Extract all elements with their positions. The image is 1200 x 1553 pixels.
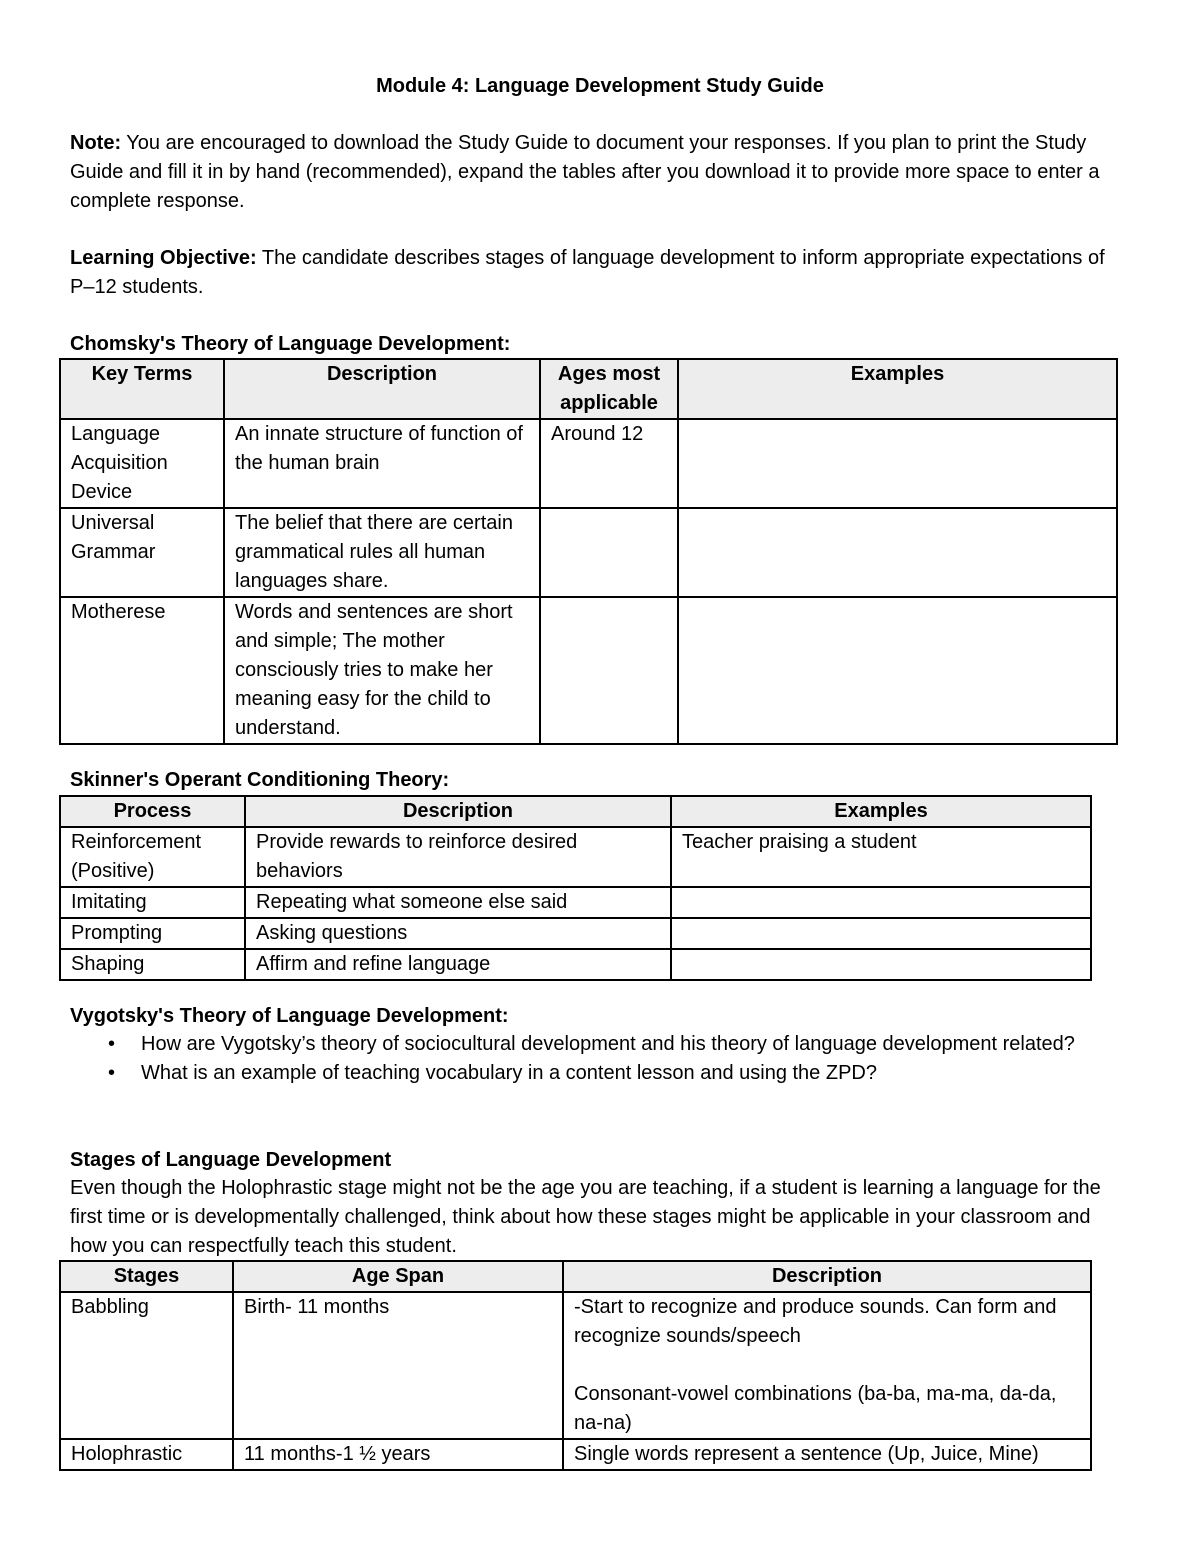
description-cell: Affirm and refine language <box>245 949 671 980</box>
objective-label: Learning Objective: <box>70 247 257 269</box>
table-row <box>60 827 1091 887</box>
header-age-span: Age Span <box>233 1261 563 1292</box>
chomsky-heading: Chomsky's Theory of Language Development: <box>70 333 511 355</box>
list-item <box>70 1030 1120 1059</box>
process-cell: Prompting <box>60 918 245 949</box>
bullet-icon: • <box>108 1062 116 1084</box>
description-cell: The belief that there are certain grammatical rules all human languages share. <box>224 508 540 597</box>
table-row <box>60 508 1117 597</box>
bullet-text: What is an example of teaching vocabulary in a content lesson and using the ZPD? <box>141 1062 877 1084</box>
stage-cell: Babbling <box>60 1292 233 1439</box>
examples-cell[interactable] <box>671 949 1091 980</box>
header-description: Description <box>245 796 671 827</box>
age-span-cell: Birth- 11 months <box>233 1292 563 1439</box>
examples-cell: Teacher praising a student <box>671 827 1091 887</box>
objective-text: The candidate describes stages of language development to inform appropriate expectations of P–12 students. <box>70 247 1105 298</box>
term-cell: Motherese <box>60 597 224 744</box>
table-row <box>60 918 1091 949</box>
description-line: -Start to recognize and produce sounds. Can form and recognize sounds/speech <box>574 1296 1057 1347</box>
description-cell: Repeating what someone else said <box>245 887 671 918</box>
header-examples: Examples <box>671 796 1091 827</box>
table-row <box>60 419 1117 508</box>
table-row <box>60 597 1117 744</box>
stages-table <box>59 1260 1092 1471</box>
process-cell: Imitating <box>60 887 245 918</box>
stages-intro: Even though the Holophrastic stage might not be the age you are teaching, if a student is learning a language for the first time or is developmentally challenged, think about how these stages might be applicable in your classroom and how you can respectfully teach this student. <box>70 1177 1101 1257</box>
term-cell: Universal Grammar <box>60 508 224 597</box>
vygotsky-question-list <box>70 1030 1120 1088</box>
chomsky-header-row <box>60 359 1117 419</box>
header-stages: Stages <box>60 1261 233 1292</box>
description-cell: Words and sentences are short and simple; The mother consciously tries to make her meaning easy for the child to understand. <box>224 597 540 744</box>
examples-cell[interactable] <box>678 508 1117 597</box>
skinner-header-row <box>60 796 1091 827</box>
bullet-text: How are Vygotsky’s theory of sociocultural development and his theory of language development related? <box>141 1033 1075 1055</box>
skinner-table <box>59 795 1092 981</box>
examples-cell[interactable] <box>678 597 1117 744</box>
table-row <box>60 1292 1091 1439</box>
table-row <box>60 949 1091 980</box>
term-cell: Language Acquisition Device <box>60 419 224 508</box>
table-row <box>60 887 1091 918</box>
note-label: Note: <box>70 132 122 154</box>
chomsky-table <box>59 358 1118 745</box>
page-title: Module 4: Language Development Study Guide <box>376 75 824 97</box>
note-text: You are encouraged to download the Study Guide to document your responses. If you plan to print the Study Guide and fill it in by hand (recommended), expand the tables after you download it to provide more space to enter a complete response. <box>70 132 1100 212</box>
age-span-cell: 11 months-1 ½ years <box>233 1439 563 1470</box>
list-item <box>70 1059 1120 1088</box>
description-line: Consonant-vowel combinations (ba-ba, ma-ma, da-da, na-na) <box>574 1383 1057 1434</box>
bullet-icon: • <box>108 1033 116 1055</box>
description-cell: Asking questions <box>245 918 671 949</box>
description-cell: Provide rewards to reinforce desired behaviors <box>245 827 671 887</box>
header-description: Description <box>224 359 540 419</box>
stages-header-row <box>60 1261 1091 1292</box>
header-description: Description <box>563 1261 1091 1292</box>
process-cell: Shaping <box>60 949 245 980</box>
table-row <box>60 1439 1091 1470</box>
ages-cell[interactable] <box>540 508 678 597</box>
header-examples: Examples <box>678 359 1117 419</box>
examples-cell[interactable] <box>678 419 1117 508</box>
examples-cell[interactable] <box>671 887 1091 918</box>
examples-cell[interactable] <box>671 918 1091 949</box>
skinner-heading: Skinner's Operant Conditioning Theory: <box>70 769 450 791</box>
description-cell <box>563 1292 1091 1439</box>
description-cell: Single words represent a sentence (Up, Juice, Mine) <box>563 1439 1091 1470</box>
stage-cell: Holophrastic <box>60 1439 233 1470</box>
vygotsky-heading: Vygotsky's Theory of Language Development: <box>70 1005 509 1027</box>
description-cell: An innate structure of function of the human brain <box>224 419 540 508</box>
ages-cell: Around 12 <box>540 419 678 508</box>
header-key-terms: Key Terms <box>60 359 224 419</box>
learning-objective-paragraph <box>70 244 1120 302</box>
header-process: Process <box>60 796 245 827</box>
ages-cell[interactable] <box>540 597 678 744</box>
note-paragraph <box>70 129 1120 216</box>
stages-heading: Stages of Language Development <box>70 1149 392 1171</box>
header-ages: Ages most applicable <box>540 359 678 419</box>
process-cell: Reinforcement (Positive) <box>60 827 245 887</box>
